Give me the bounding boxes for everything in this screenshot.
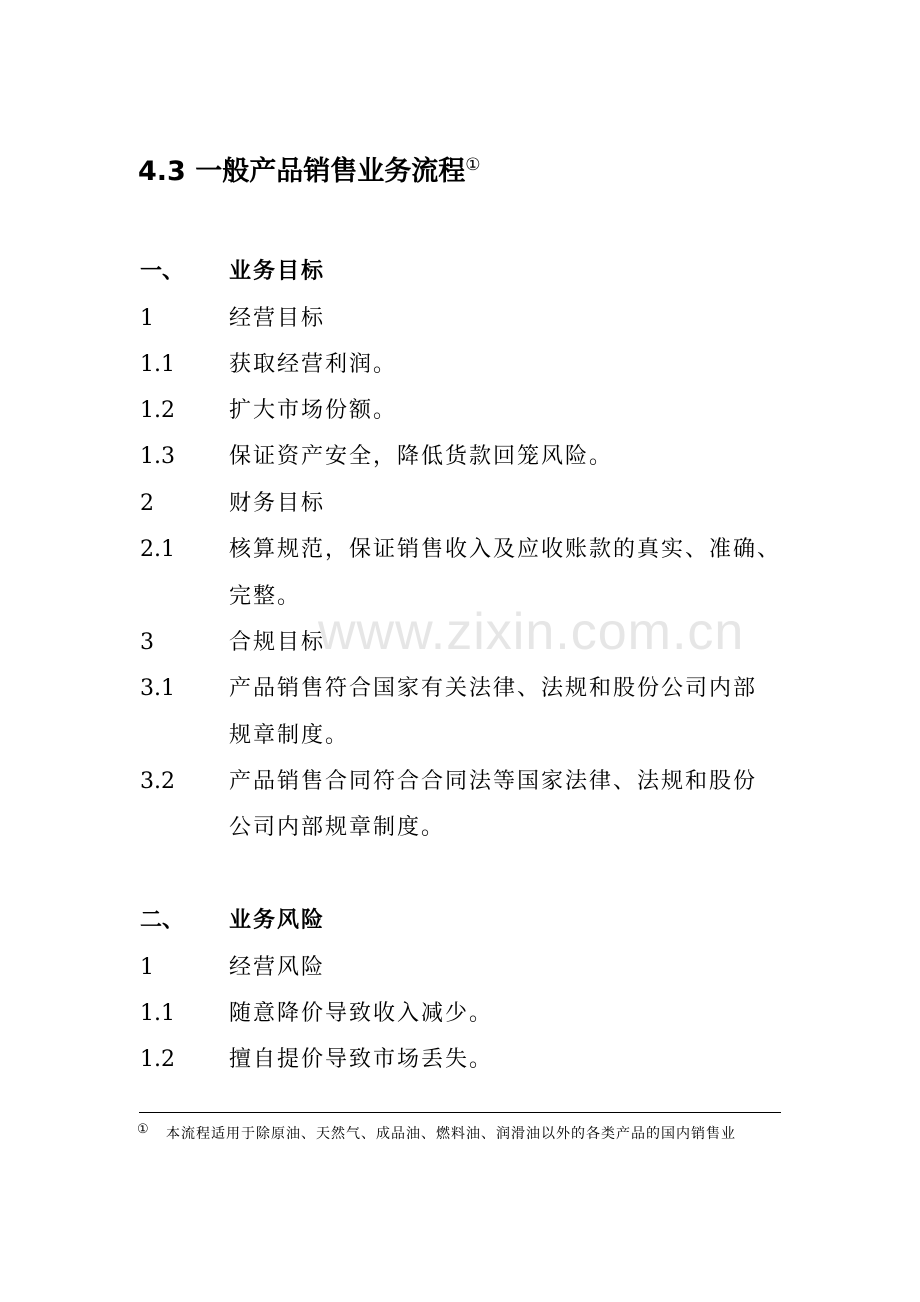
- footnote-mark: ①: [137, 1122, 149, 1137]
- item-number: 3.2: [140, 769, 175, 794]
- item-text: 核算规范，保证销售收入及应收账款的真实、准确、: [229, 537, 782, 562]
- item-number: 1.1: [140, 1001, 175, 1026]
- item-number: 1.1: [140, 352, 175, 377]
- watermark: www.zixin.com.cn: [318, 603, 745, 661]
- item-number: 3: [140, 630, 154, 655]
- item-text: 合规目标: [229, 630, 326, 655]
- item-number: 1.2: [140, 1047, 175, 1072]
- item-text: 财务目标: [229, 491, 326, 516]
- item-number: 3.1: [140, 676, 175, 701]
- section-number: 一、: [140, 259, 185, 284]
- item-text: 产品销售符合国家有关法律、法规和股份公司内部: [229, 676, 758, 701]
- section-title: 业务目标: [229, 259, 326, 284]
- item-text-continuation: 规章制度。: [229, 723, 350, 748]
- item-text: 扩大市场份额。: [229, 398, 398, 423]
- item-number: 1.2: [140, 398, 175, 423]
- item-number: 1.3: [140, 444, 175, 469]
- item-text: 随意降价导致收入减少。: [229, 1001, 494, 1026]
- item-text: 经营目标: [229, 306, 326, 331]
- item-text-continuation: 公司内部规章制度。: [229, 815, 446, 840]
- footnote-reference[interactable]: ①: [465, 155, 481, 175]
- footnote-text: 本流程适用于除原油、天然气、成品油、燃料油、润滑油以外的各类产品的国内销售业: [166, 1126, 736, 1142]
- page-title-text: 4.3 一般产品销售业务流程: [138, 156, 466, 187]
- item-number: 2: [140, 491, 154, 516]
- item-number: 1: [140, 306, 154, 331]
- item-text-continuation: 完整。: [229, 584, 302, 609]
- section-number: 二、: [140, 908, 185, 933]
- item-text: 获取经营利润。: [229, 352, 398, 377]
- page-title: [138, 154, 480, 190]
- footnote-divider: [139, 1112, 781, 1113]
- section-title: 业务风险: [229, 908, 326, 933]
- item-number: 1: [140, 955, 154, 980]
- item-number: 2.1: [140, 537, 175, 562]
- item-text: 擅自提价导致市场丢失。: [229, 1047, 494, 1072]
- item-text: 产品销售合同符合合同法等国家法律、法规和股份: [229, 769, 758, 794]
- item-text: 经营风险: [229, 955, 326, 980]
- item-text: 保证资产安全，降低货款回笼风险。: [229, 444, 614, 469]
